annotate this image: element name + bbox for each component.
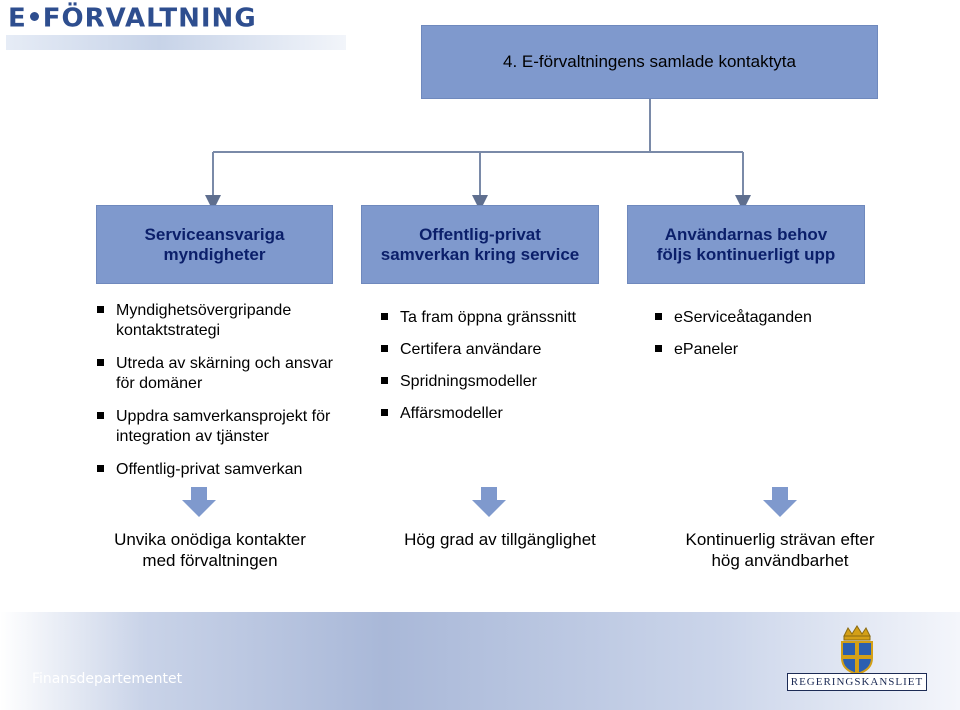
bullet-item: Utreda av skärning och ansvar för domäner — [96, 354, 346, 394]
outcome-1: Unvika onödiga kontakter med förvaltningen — [114, 530, 306, 570]
outcome-3: Kontinuerlig strävan efter hög användbarhet — [685, 530, 875, 570]
heading-box-1-text: Serviceansvariga myndigheter — [144, 224, 285, 264]
bullet-item: Uppdra samverkansprojekt för integration av tjänster — [96, 407, 346, 447]
heading-box-2-text: Offentlig-privat samverkan kring service — [380, 224, 580, 264]
bullet-item: Myndighetsövergripande kontaktstrategi — [96, 301, 346, 341]
heading-box-2 — [361, 205, 599, 284]
logo-prefix: E — [8, 3, 27, 34]
bullet-list-1 — [96, 301, 346, 493]
bullet-list-3 — [654, 308, 874, 372]
bullet-item: Offentlig-privat samverkan — [96, 460, 346, 480]
bullet-item: Affärsmodeller — [380, 404, 610, 424]
regeringskansliet-logo: REGERINGSKANSLIET — [787, 673, 927, 691]
heading-box-3-text: Användarnas behov följs kontinuerligt upp — [656, 224, 836, 264]
down-arrow-icon — [182, 487, 216, 517]
bullet-item: Spridningsmodeller — [380, 372, 610, 392]
logo-word: FÖRVALTNING — [42, 3, 257, 34]
heading-box-3 — [627, 205, 865, 284]
bullet-item: Ta fram öppna gränssnitt — [380, 308, 610, 328]
down-arrow-icon — [763, 487, 797, 517]
bullet-item: ePaneler — [654, 340, 874, 360]
bullet-item: eServiceåtaganden — [654, 308, 874, 328]
footer-department: Finansdepartementet — [32, 671, 183, 687]
heading-box-1 — [96, 205, 333, 284]
title-box — [421, 25, 878, 99]
crown-crest-icon — [836, 624, 878, 676]
bullet-list-2 — [380, 308, 610, 436]
down-arrow-icon — [472, 487, 506, 517]
bullet-item: Certifera användare — [380, 340, 610, 360]
footer-band — [0, 612, 960, 710]
outcome-2: Hög grad av tillgänglighet — [404, 530, 596, 549]
title-text: 4. E-förvaltningens samlade kontaktyta — [503, 52, 796, 71]
